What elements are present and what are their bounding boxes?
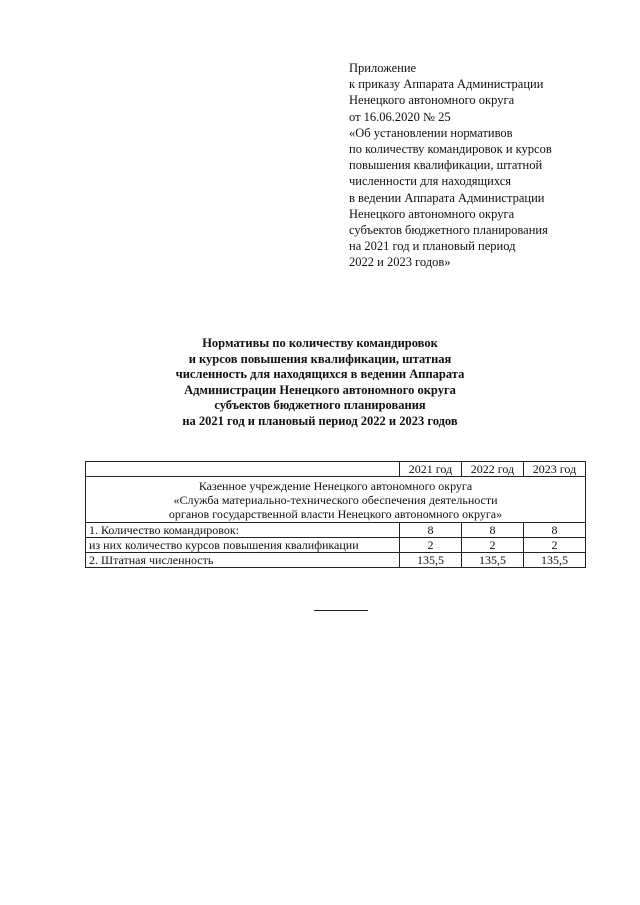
table-row [86, 538, 586, 553]
title-line: и курсов повышения квалификации, штатная [188, 351, 452, 366]
header-cell-2022: 2022 год [462, 462, 524, 477]
appendix-block [349, 60, 609, 271]
row-value-2022: 2 [462, 538, 524, 553]
title-line: Администрации Ненецкого автономного округа [184, 382, 456, 397]
row-value-2023: 135,5 [524, 553, 586, 568]
row-value-2022: 135,5 [462, 553, 524, 568]
closing-divider [314, 610, 368, 611]
appendix-line: по количеству командировок и курсов [349, 142, 552, 157]
table-header-row [86, 462, 586, 477]
header-cell-empty [86, 462, 400, 477]
organization-cell [86, 477, 586, 523]
organization-line: органов государственной власти Ненецкого автономного округа» [168, 507, 503, 521]
appendix-line: к приказу Аппарата Администрации [349, 77, 544, 92]
appendix-line: 2022 и 2023 годов» [349, 255, 451, 270]
row-label: 2. Штатная численность [86, 553, 400, 568]
appendix-line: субъектов бюджетного планирования [349, 223, 548, 238]
document-title [120, 336, 520, 429]
header-cell-2023: 2023 год [524, 462, 586, 477]
organization-row [86, 477, 586, 523]
appendix-line: «Об установлении нормативов [349, 125, 513, 140]
norms-table [85, 461, 586, 568]
row-value-2023: 2 [524, 538, 586, 553]
title-line: на 2021 год и плановый период 2022 и 2023 годов [182, 413, 458, 428]
row-label: 1. Количество командировок: [86, 523, 400, 538]
title-line: Нормативы по количеству командировок [202, 336, 438, 350]
appendix-line: Приложение [349, 61, 417, 75]
table-row [86, 523, 586, 538]
title-line: субъектов бюджетного планирования [214, 398, 426, 412]
appendix-line: Ненецкого автономного округа [349, 206, 515, 221]
row-value-2021: 8 [400, 523, 462, 538]
row-value-2022: 8 [462, 523, 524, 538]
table-row [86, 553, 586, 568]
appendix-line: Ненецкого автономного округа [349, 93, 515, 108]
appendix-line: в ведении Аппарата Администрации [349, 190, 545, 205]
appendix-line: численности для находящихся [349, 174, 512, 189]
row-value-2021: 2 [400, 538, 462, 553]
header-cell-2021: 2021 год [400, 462, 462, 477]
title-line: численность для находящихся в ведении Аппарата [175, 367, 465, 381]
organization-line: Казенное учреждение Ненецкого автономного округа [198, 479, 473, 493]
row-value-2023: 8 [524, 523, 586, 538]
row-value-2021: 135,5 [400, 553, 462, 568]
row-label: из них количество курсов повышения квалификации [86, 538, 400, 553]
appendix-line: на 2021 год и плановый период [349, 239, 516, 254]
appendix-line: от 16.06.2020 № 25 [349, 109, 451, 124]
organization-line: «Служба материально-технического обеспечения деятельности [173, 493, 498, 507]
appendix-line: повышения квалификации, штатной [349, 158, 543, 173]
